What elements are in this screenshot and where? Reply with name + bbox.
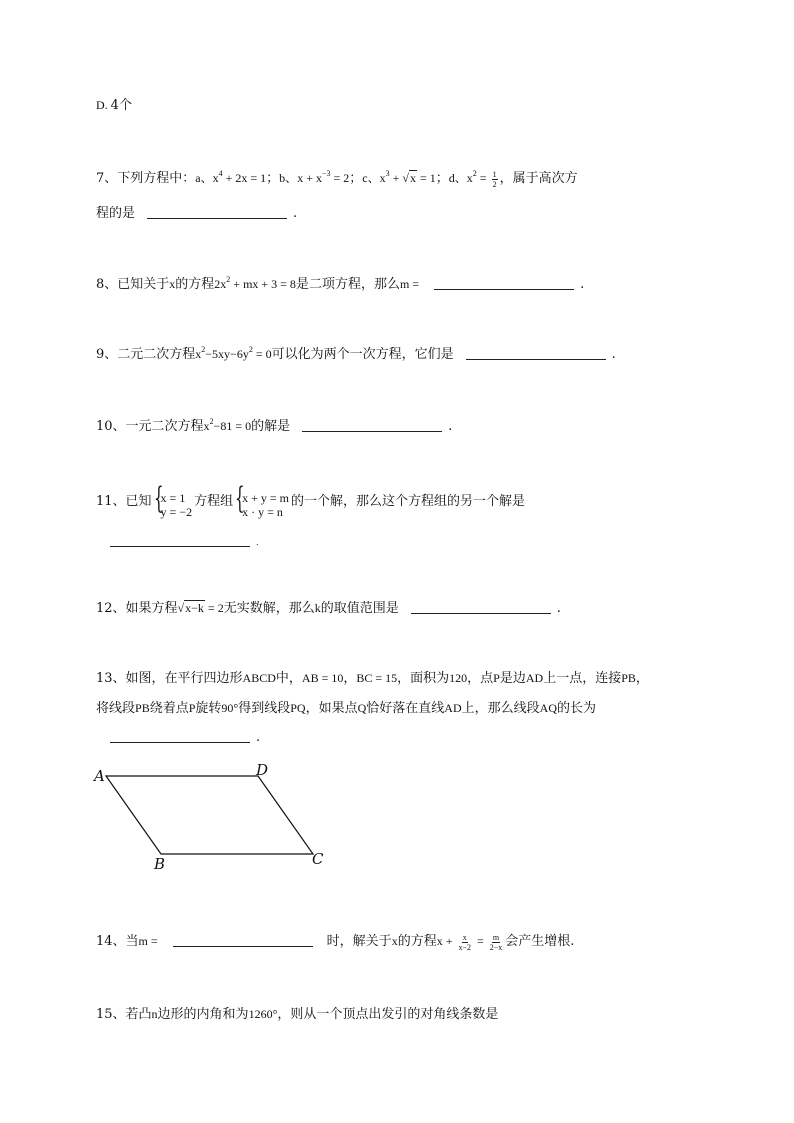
q7-eq-b: $x + x^{-3} = 2$ xyxy=(297,169,350,185)
option-d-value: 4个 xyxy=(110,98,132,113)
q8-mid2: 是二项方程，那么 xyxy=(295,277,400,292)
vertex-label-c: C xyxy=(312,850,324,868)
question-7-line-1 xyxy=(96,168,578,189)
option-d-label: D. xyxy=(96,98,111,112)
q12-suffix: 的取值范围是 xyxy=(320,601,399,616)
period: . xyxy=(256,730,261,745)
answer-blank[interactable] xyxy=(434,275,574,290)
period: . xyxy=(448,419,453,434)
fraction: $\frac{m}{2-x}$ xyxy=(489,932,503,952)
period: . xyxy=(256,538,259,547)
q7-eq-d: $x^2$ = $\frac{1}{2}$ xyxy=(466,169,497,189)
q11-prefix: 11、已知 xyxy=(96,494,152,509)
q7-eq-c: $x^3 + √x = 1$ xyxy=(380,171,436,185)
q9-equation: $x^2-5xy-6y^2 = 0$ xyxy=(195,345,272,361)
question-12 xyxy=(96,598,561,619)
q10-equation: $x^2-81 = 0$ xyxy=(203,417,252,433)
q11-mid: 方程组 xyxy=(194,494,234,509)
q7-sep: ； xyxy=(435,171,449,186)
answer-blank[interactable] xyxy=(173,932,313,947)
q7-sep: ； xyxy=(266,171,280,186)
period: . xyxy=(580,277,585,292)
q7-line2-text: 程的是 xyxy=(96,206,136,221)
period: . xyxy=(293,206,298,221)
q7-suffix: ，属于高次方 xyxy=(499,171,578,186)
fraction: $\frac{x}{x-2}$ xyxy=(458,932,471,952)
q8-m: m xyxy=(399,277,410,291)
q12-prefix: 12、如果方程 xyxy=(96,601,178,616)
question-13-answer-line xyxy=(98,728,260,748)
q12-mid: 无实数解，那么 xyxy=(223,601,315,616)
q11-suffix: 的一个解，那么这个方程组的另一个解是 xyxy=(290,494,525,509)
fraction: $\frac{1}{2}$ xyxy=(492,169,497,189)
period: . xyxy=(556,601,561,616)
sqrt-symbol: √x xyxy=(402,171,416,185)
q10-prefix: 10、一元二次方程 xyxy=(96,419,204,434)
question-7-line-2 xyxy=(96,204,297,224)
answer-blank[interactable] xyxy=(466,345,606,360)
q7-c-label: c、 xyxy=(362,171,380,185)
q7-sep: ； xyxy=(349,171,363,186)
q8-prefix: 8、已知关于 xyxy=(96,277,170,292)
answer-blank[interactable] xyxy=(147,204,287,219)
question-15: 15、若凸n边形的内角和为1260°，则从一个顶点出发引的对角线条数是 xyxy=(96,1007,499,1022)
answer-blank[interactable] xyxy=(110,728,250,743)
q10-suffix: 的解是 xyxy=(251,419,291,434)
q14-equation: x + $\frac{x}{x-2}$ = $\frac{m}{2-x}$ xyxy=(436,932,503,952)
equals-sign: = xyxy=(409,277,423,291)
vertex-label-b: B xyxy=(154,855,166,872)
q7-prefix: 7、下列方程中： xyxy=(96,171,196,186)
q9-prefix: 9、二元二次方程 xyxy=(96,347,196,362)
period: . xyxy=(611,347,616,362)
system-2: { x + y = m x · y = n xyxy=(235,481,289,519)
q7-b-label: b、 xyxy=(279,171,298,185)
q8-equation: $2x^2$ + mx + 3 = 8 xyxy=(214,275,296,291)
answer-blank[interactable] xyxy=(411,599,551,614)
q12-k: k xyxy=(314,601,321,615)
parallelogram-figure xyxy=(92,762,332,872)
question-11 xyxy=(96,481,525,519)
q8-mid: 的方程 xyxy=(175,277,215,292)
question-11-answer-line xyxy=(98,532,259,553)
vertex-label-d: D xyxy=(256,762,269,779)
q12-equation: √x−k = 2 xyxy=(177,601,224,615)
option-d xyxy=(96,95,132,116)
answer-blank[interactable] xyxy=(110,532,250,547)
question-13-line-1: 13、如图，在平行四边形ABCD中，AB = 10，BC = 15，面积为120，点P是边AD上一点，连接PB， xyxy=(96,671,649,686)
question-8 xyxy=(96,274,584,295)
q7-eq-a: $x^4 + 2x = 1$ xyxy=(212,169,267,185)
vertex-label-a: A xyxy=(94,767,105,785)
answer-blank[interactable] xyxy=(302,417,442,432)
question-13-line-2: 将线段PB绕着点P旋转90°得到线段PQ，如果点Q恰好落在直线AD上，那么线段AQ的长为 xyxy=(96,701,597,716)
question-14: 14、当m = 时，解关于x的方程x + $\frac{x}{x-2}$ = $\frac{m}{2-x}$ 会产生增根. xyxy=(96,932,575,952)
q9-suffix: 可以化为两个一次方程，它们是 xyxy=(271,347,454,362)
question-9 xyxy=(96,344,616,365)
parallelogram-abcd xyxy=(106,776,313,854)
question-10 xyxy=(96,416,452,437)
q7-a-label: a、 xyxy=(195,171,213,185)
q7-d-label: d、 xyxy=(448,171,467,185)
system-1: { x = 1 y = −2 xyxy=(153,481,193,519)
q8-var: x xyxy=(169,277,176,291)
